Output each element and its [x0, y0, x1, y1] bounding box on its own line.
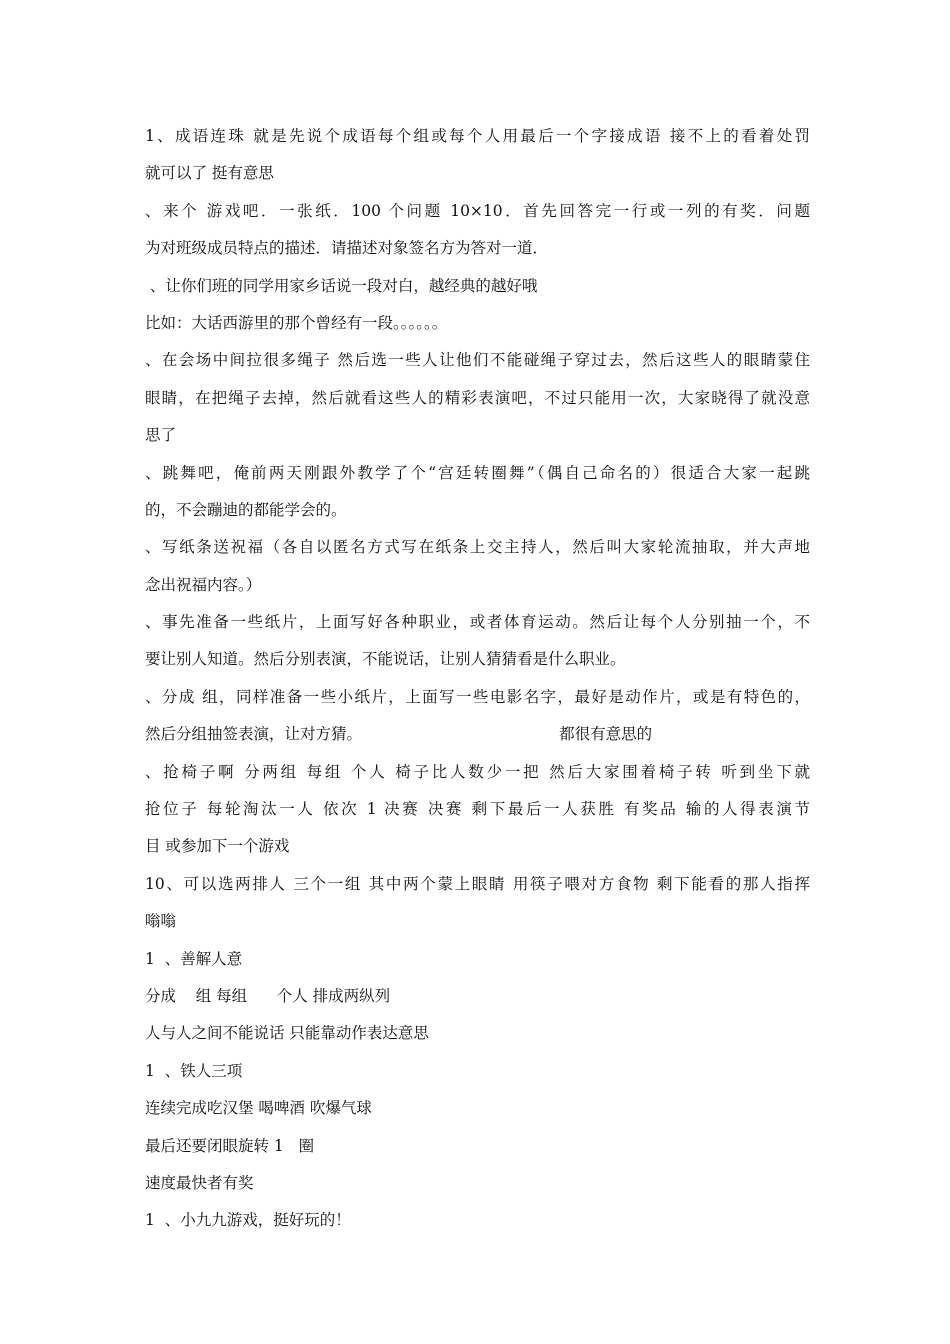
text-line: 10、可以选两排人 三个一组 其中两个蒙上眼睛 用筷子喂对方食物 剩下能看的那人指挥: [145, 874, 810, 893]
text-line: 1、成语连珠 就是先说个成语每个组或每个人用最后一个字接成语 接不上的看着处罚: [145, 127, 810, 145]
text-line: 1 、小九九游戏，挺好玩的！: [145, 1211, 351, 1230]
text-line: 然后分组抽签表演，让对方猜。 都很有意思的: [145, 725, 653, 744]
text-line: 的，不会蹦迪的都能学会的。: [145, 500, 347, 519]
text-line: 、分成 组，同样准备一些小纸片，上面写一些电影名字，最好是动作片，或是有特色的，: [145, 687, 810, 706]
text-line: 就可以了 挺有意思: [145, 164, 274, 183]
text-line: 眼睛，在把绳子去掉，然后就看这些人的精彩表演吧，不过只能用一次，大家晓得了就没意: [145, 388, 810, 407]
text-line: 要让别人知道。然后分别表演，不能说话，让别人猜猜看是什么职业。: [145, 650, 626, 669]
text-line: 、让你们班的同学用家乡话说一段对白，越经典的越好哦: [145, 276, 538, 295]
text-line: 最后还要闭眼旋转 1 圈: [145, 1136, 315, 1155]
text-line: 目 或参加下一个游戏: [145, 837, 290, 856]
text-line: 、在会场中间拉很多绳子 然后选一些人让他们不能碰绳子穿过去，然后这些人的眼睛蒙住: [145, 351, 810, 370]
text-line: 、事先准备一些纸片，上面写好各种职业，或者体育运动。然后让每个人分别抽一个，不: [145, 613, 810, 632]
text-line: 1 、善解人意: [145, 949, 243, 968]
text-line: 人与人之间不能说话 只能靠动作表达意思: [145, 1024, 429, 1043]
text-line: 、来个 游戏吧．一张纸．100 个问题 10×10．首先回答完一行或一列的有奖．问题: [145, 201, 810, 220]
text-line: 、写纸条送祝福（各自以匿名方式写在纸条上交主持人，然后叫大家轮流抽取，并大声地: [145, 538, 810, 557]
text-line: 比如：大话西游里的那个曾经有一段。。。。。。: [145, 313, 448, 332]
text-line: 速度最快者有奖: [145, 1173, 254, 1192]
document-body: [145, 118, 810, 1240]
text-line: 、跳舞吧，俺前两天刚跟外教学了个“宫廷转圈舞”（偶自己命名的）很适合大家一起跳: [145, 463, 810, 482]
text-line: 抢位子 每轮淘汰一人 依次 1 决赛 决赛 剩下最后一人获胜 有奖品 输的人得表演节: [145, 800, 810, 819]
text-line: 、抢椅子啊 分两组 每组 个人 椅子比人数少一把 然后大家围着椅子转 听到坐下就: [145, 762, 810, 781]
text-line: 为对班级成员特点的描述．请描述对象签名方为答对一道．: [145, 239, 549, 258]
text-line: 连续完成吃汉堡 喝啤酒 吹爆气球: [145, 1099, 372, 1118]
text-line: 念出祝福内容。）: [145, 575, 262, 594]
text-line: 嗡嗡: [145, 912, 177, 931]
text-line: 1 、铁人三项: [145, 1061, 243, 1080]
text-line: 分成 组 每组 个人 排成两纵列: [145, 986, 391, 1005]
text-line: 思了: [145, 426, 177, 445]
